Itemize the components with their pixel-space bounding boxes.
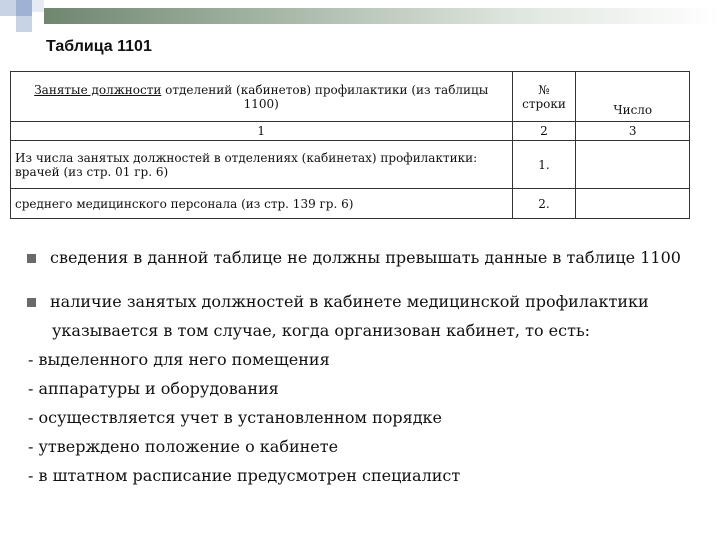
- list-item: - в штатном расписание предусмотрен специалист: [28, 466, 461, 485]
- list-item: - аппаратуры и оборудования: [28, 379, 279, 398]
- row-label: Из числа занятых должностей в отделениях (кабинетах) профилактики: врачей (из стр. 01 гр. 6): [11, 141, 513, 189]
- page-title: Таблица 1101: [46, 38, 152, 55]
- row-value: [576, 141, 690, 189]
- table-row: [11, 141, 690, 189]
- bullet-item: [27, 287, 649, 316]
- row-number: 1.: [512, 141, 576, 189]
- header-col-value: Число: [576, 72, 690, 122]
- list-item: - выделенного для него помещения: [28, 350, 330, 369]
- decorative-header: [0, 0, 720, 36]
- gradient-band: [44, 8, 720, 24]
- bullet-text: наличие занятых должностей в кабинете медицинской профилактики: [50, 292, 649, 311]
- header-col-positions: [11, 72, 513, 122]
- bullet-text: сведения в данной таблице не должны превышать данные в таблице 1100: [50, 248, 681, 267]
- column-number: 3: [576, 122, 690, 141]
- table-1101: [10, 71, 690, 219]
- list-item: - утверждено положение о кабинете: [28, 437, 339, 456]
- bullet-item: [27, 243, 681, 272]
- header-rest-text: отделений (кабинетов) профилактики (из таблицы 1100): [161, 82, 489, 111]
- decor-square: [16, 0, 32, 16]
- header-underlined-text: Занятые должности: [34, 82, 162, 97]
- decor-square: [0, 16, 16, 32]
- square-bullet-icon: [27, 298, 36, 307]
- row-number: 2.: [512, 189, 576, 219]
- list-item: - осуществляется учет в установленном порядке: [28, 408, 443, 427]
- row-value: [576, 189, 690, 219]
- decor-square: [32, 0, 44, 12]
- bullet-continuation: указывается в том случае, когда организован кабинет, то есть:: [52, 321, 591, 340]
- table-header-row: [11, 72, 690, 122]
- header-col-row-number: № строки: [512, 72, 576, 122]
- table-column-numbers: [11, 122, 690, 141]
- decor-square: [0, 0, 16, 16]
- row-label: среднего медицинского персонала (из стр. 139 гр. 6): [11, 189, 513, 219]
- table-row: [11, 189, 690, 219]
- column-number: 1: [11, 122, 513, 141]
- square-bullet-icon: [27, 254, 36, 263]
- decor-square: [16, 16, 32, 32]
- column-number: 2: [512, 122, 576, 141]
